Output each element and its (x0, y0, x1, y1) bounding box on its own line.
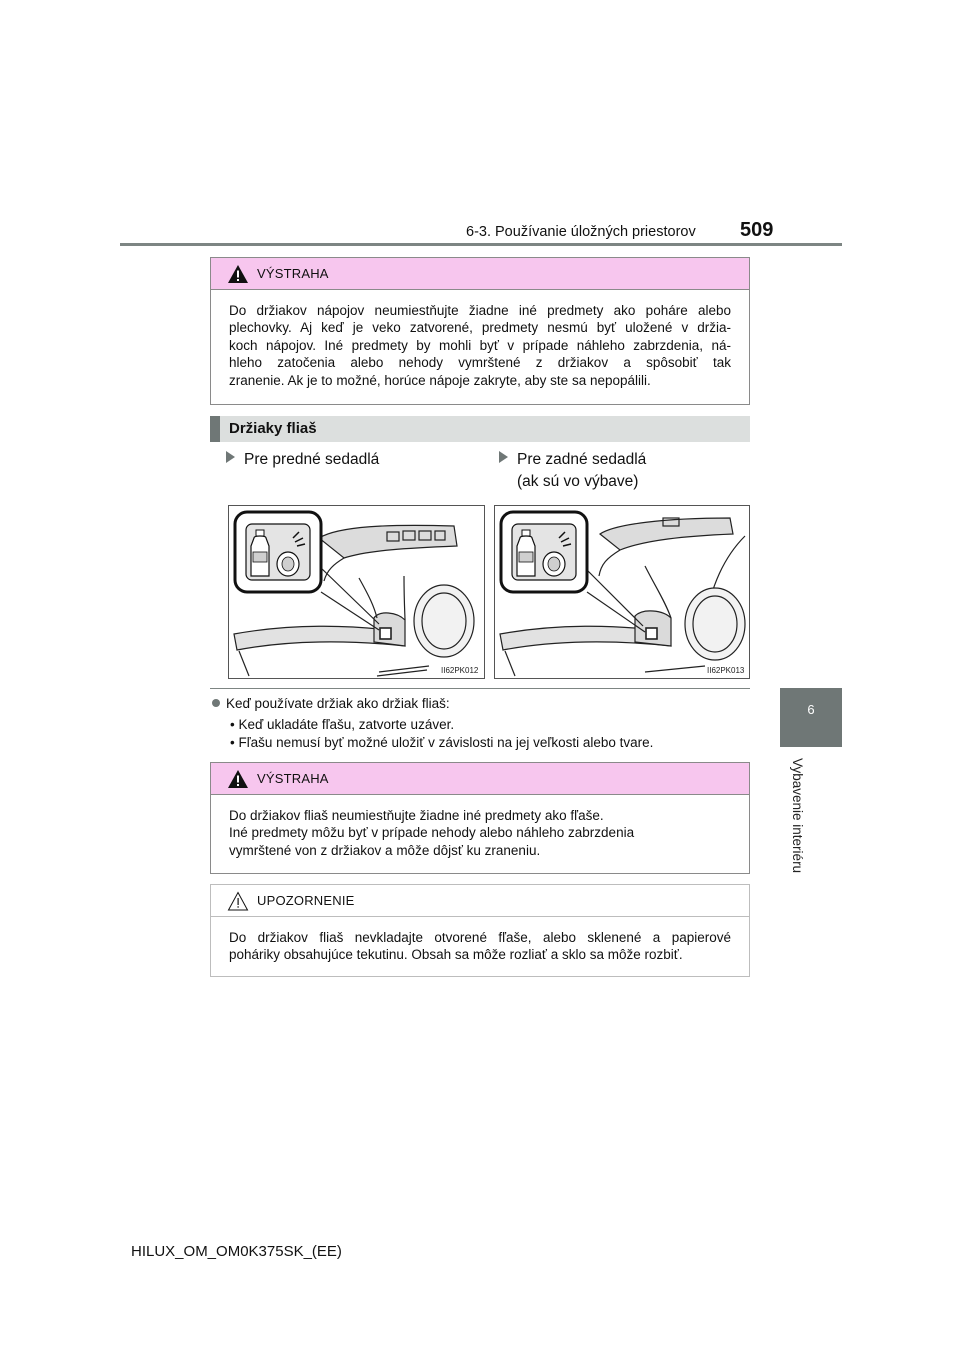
warning-box-cup-holders (210, 257, 750, 405)
warning-line: plechovky. Aj keď je veko zatvorené, predmety nesmú byť uložené v držia- (229, 320, 731, 336)
warning-line: koch nápojov. Iné predmety by mohli byť v prípade náhleho zabrzdenia, ná- (229, 337, 731, 353)
figure-divider (210, 688, 750, 689)
warning-header (211, 258, 749, 290)
front-seats-label (226, 451, 379, 469)
notice-header (211, 885, 749, 917)
warning-triangle-icon (227, 769, 249, 789)
rear-door-illustration (495, 506, 749, 678)
front-door-illustration (229, 506, 484, 678)
chapter-tab (780, 688, 842, 747)
warning-title: VÝSTRAHA (257, 771, 329, 786)
notice-text (211, 917, 749, 964)
header-divider (120, 243, 842, 246)
figure-code: II62PK012 (441, 666, 479, 675)
warning-line: Do držiakov fliaš neumiestňujte žiadne iné predmety ako fľaše. (229, 808, 604, 823)
warning-title: VÝSTRAHA (257, 266, 329, 281)
triangle-bullet-icon (226, 451, 235, 463)
caution-triangle-icon (227, 891, 249, 911)
rear-seats-optional-note: (ak sú vo výbave) (517, 473, 639, 490)
usage-subitem: • Keď ukladáte fľašu, zatvorte uzáver. (230, 717, 455, 732)
notice-box (210, 884, 750, 977)
figure-front-bottle-holder (228, 505, 485, 679)
rear-seats-label-text: Pre zadné sedadlá (517, 451, 647, 468)
chapter-tab-label: Vybavenie interiéru (790, 758, 805, 874)
notice-title: UPOZORNENIE (257, 893, 355, 908)
figure-code: II62PK013 (707, 666, 745, 675)
warning-line: Do držiakov nápojov neumiestňujte žiadne iné predmety ako poháre alebo (229, 303, 731, 318)
warning-line: Iné predmety môžu byť v prípade nehody alebo náhleho zabrzdenia (229, 825, 635, 841)
warning-box-bottle-holders (210, 762, 750, 874)
usage-bullet (212, 696, 450, 711)
front-seats-label-text: Pre predné sedadlá (244, 451, 380, 468)
notice-line: poháriky obsahujúce tekutinu. Obsah sa môže rozliať a sklo sa môže rozbiť. (229, 947, 683, 963)
rear-seats-label (499, 451, 646, 469)
warning-line: hleho zatočenia alebo nehody vymrštené z držiakov a spôsobiť tak (229, 355, 731, 371)
running-header-section: 6-3. Používanie úložných priestorov (466, 224, 696, 240)
usage-bullet-text: Keď používate držiak ako držiak fliaš: (226, 696, 450, 711)
warning-header (211, 763, 749, 795)
notice-line: Do držiakov fliaš nevkladajte otvorené fľaše, alebo sklenené a papierové (229, 930, 731, 945)
bullet-dot-icon (212, 699, 220, 707)
chapter-tab-number: 6 (807, 702, 815, 717)
warning-line: vymrštené von z držiakov a môže dôjsť ku zraneniu. (229, 842, 541, 858)
usage-subitem: • Fľašu nemusí byť možné uložiť v závislosti na jej veľkosti alebo tvare. (230, 735, 654, 750)
triangle-bullet-icon (499, 451, 508, 463)
section-heading: Držiaky fliaš (210, 416, 750, 442)
document-code-footer: HILUX_OM_OM0K375SK_(EE) (131, 1243, 342, 1260)
figure-rear-bottle-holder (494, 505, 750, 679)
warning-triangle-icon (227, 264, 249, 284)
warning-line: zranenie. Ak je to možné, horúce nápoje zakryte, aby ste sa nepopálili. (229, 372, 651, 388)
page-number: 509 (740, 219, 774, 241)
warning-text (211, 290, 749, 389)
warning-text (211, 795, 749, 859)
